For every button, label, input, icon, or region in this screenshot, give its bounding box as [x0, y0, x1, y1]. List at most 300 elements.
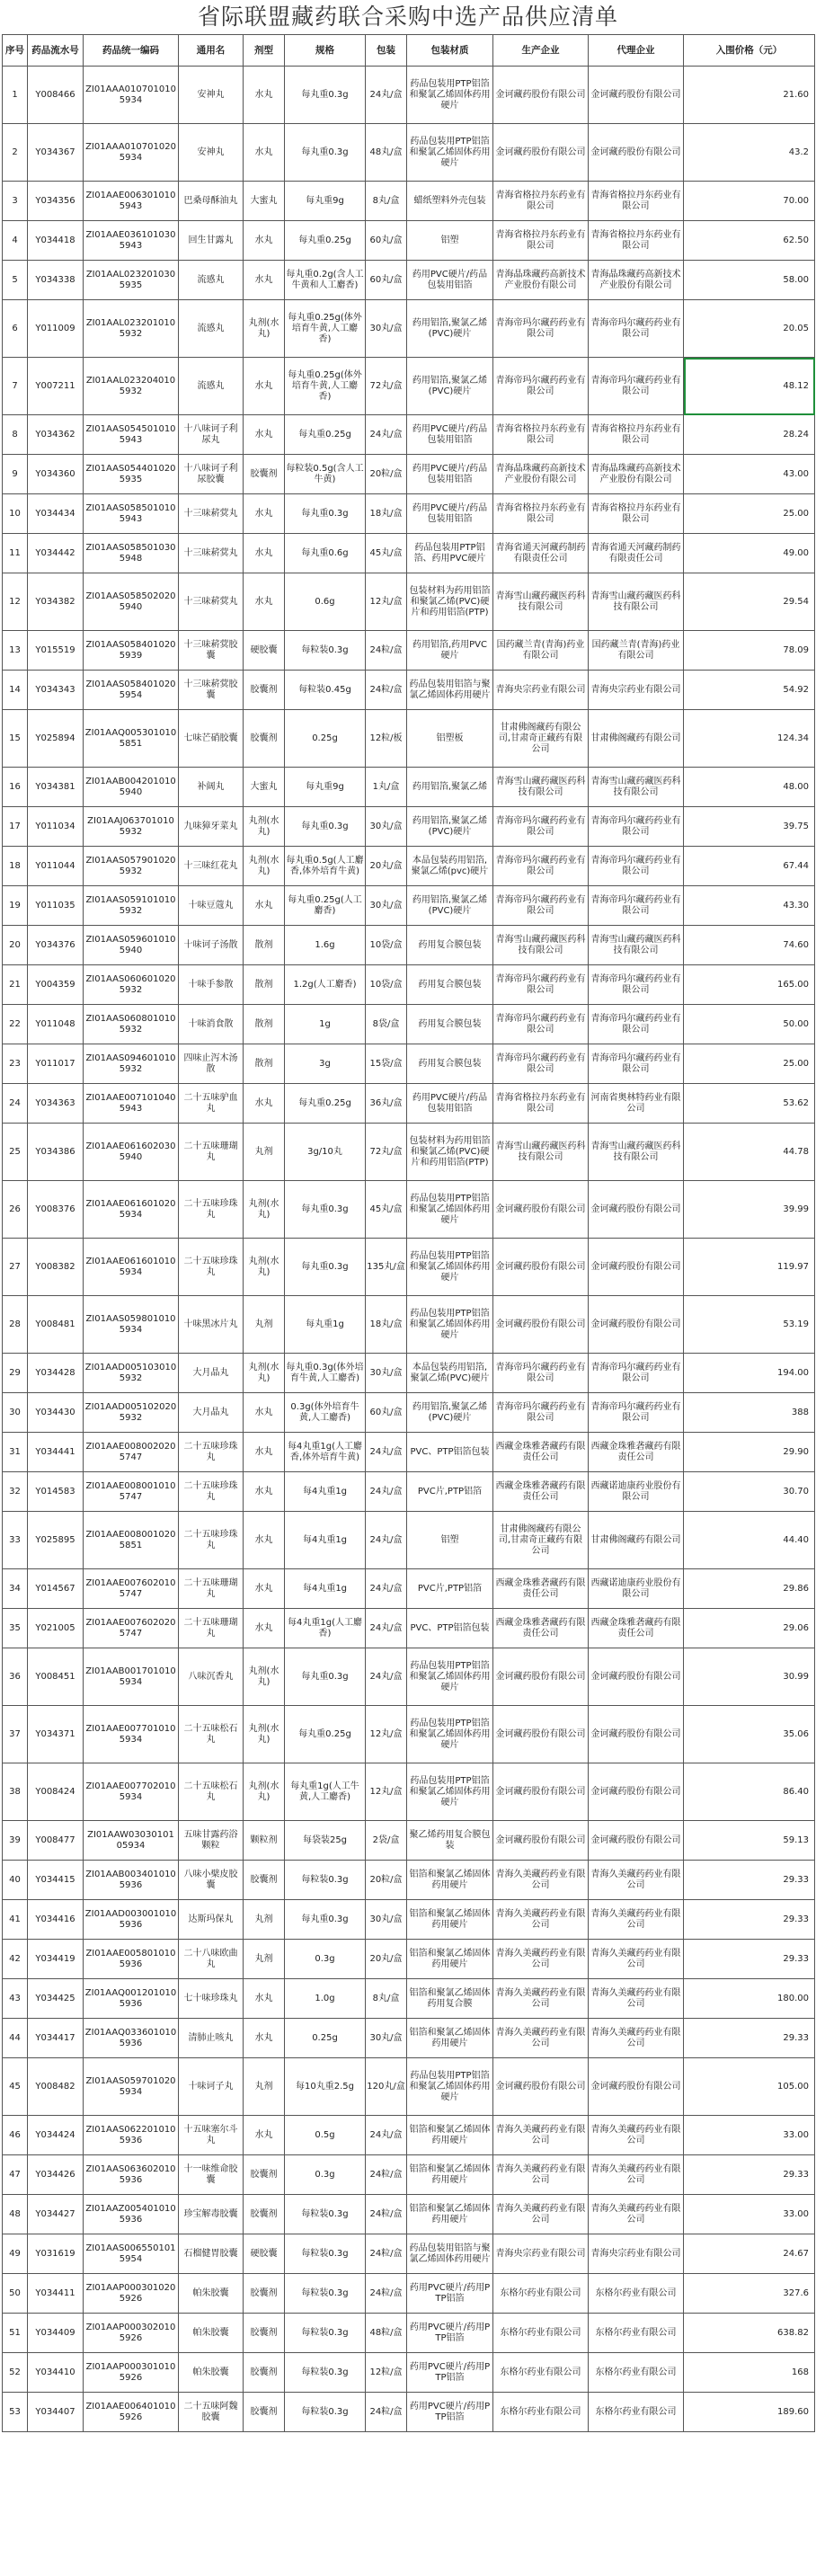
- row-maker: 西藏金珠雅砻藏药有限责任公司: [493, 1609, 589, 1648]
- table-row: [3, 965, 815, 1005]
- row-pack: 10袋/盒: [366, 926, 407, 965]
- row-pack: 12粒/板: [366, 710, 407, 768]
- row-serial: Y034343: [28, 671, 84, 710]
- row-agent: 金诃藏药股份有限公司: [589, 2058, 684, 2116]
- row-spec: 1.0g: [285, 1979, 366, 2019]
- row-agent: 青海雪山藏药藏医药科技有限公司: [589, 926, 684, 965]
- row-pack: 24丸/盒: [366, 67, 407, 124]
- row-serial: Y034367: [28, 124, 84, 182]
- row-code: ZI01AAS0591010105932: [84, 886, 179, 926]
- row-name: 十三味红花丸: [179, 847, 244, 886]
- row-pack: 24粒/盒: [366, 2234, 407, 2274]
- table-row: [3, 1821, 815, 1861]
- row-pack: 36丸/盒: [366, 1084, 407, 1124]
- row-agent: 青海帝玛尔藏药药业有限公司: [589, 1044, 684, 1084]
- row-code: ZI01AAE0616020305940: [84, 1124, 179, 1181]
- row-name: 八味小檗皮胶囊: [179, 1861, 244, 1900]
- row-no: 41: [3, 1900, 28, 1940]
- table-row: [3, 926, 815, 965]
- row-price: 53.62: [684, 1084, 815, 1124]
- row-material: 药用PVC硬片/药用PTP铝箔: [407, 2274, 493, 2314]
- row-price: 105.00: [684, 2058, 815, 2116]
- row-pack: 24粒/盒: [366, 2195, 407, 2234]
- row-form: 散剂: [244, 1044, 285, 1084]
- row-no: 29: [3, 1354, 28, 1393]
- row-maker: 青海帝玛尔藏药药业有限公司: [493, 847, 589, 886]
- row-form: 水丸: [244, 415, 285, 455]
- row-pack: 18丸/盒: [366, 494, 407, 534]
- row-price: 43.30: [684, 886, 815, 926]
- row-agent: 青海央宗药业有限公司: [589, 2234, 684, 2274]
- row-spec: 每粒装0.3g: [285, 631, 366, 671]
- row-maker: 金诃藏药股份有限公司: [493, 67, 589, 124]
- row-price: 78.09: [684, 631, 815, 671]
- row-form: 胶囊剂: [244, 1861, 285, 1900]
- row-no: 43: [3, 1979, 28, 2019]
- row-agent: 青海雪山藏药藏医药科技有限公司: [589, 768, 684, 807]
- row-serial: Y034371: [28, 1706, 84, 1763]
- row-agent: 青海省格拉丹东药业有限公司: [589, 221, 684, 261]
- row-material: 铝箔和聚氯乙烯固体药用复合膜: [407, 1979, 493, 2019]
- row-serial: Y008481: [28, 1296, 84, 1354]
- row-serial: Y034424: [28, 2116, 84, 2155]
- row-spec: 每丸重0.25g(体外培育牛黄,人工麝香): [285, 300, 366, 358]
- row-spec: 每袋装25g: [285, 1821, 366, 1861]
- row-name: 流感丸: [179, 300, 244, 358]
- row-name: 二十五味珍珠丸: [179, 1181, 244, 1239]
- row-maker: 甘肃佛阁藏药有限公司,甘肃奇正藏药有限公司: [493, 1512, 589, 1569]
- row-no: 17: [3, 807, 28, 847]
- row-code: ZI01AAZ0054010105936: [84, 2195, 179, 2234]
- page-title: 省际联盟藏药联合采购中选产品供应清单: [197, 4, 618, 30]
- row-pack: 24丸/盒: [366, 1569, 407, 1609]
- row-code: ZI01AAA0107010205934: [84, 124, 179, 182]
- row-form: 胶囊剂: [244, 2393, 285, 2432]
- row-spec: 0.5g: [285, 2116, 366, 2155]
- row-code: ZI01AAW0303010105934: [84, 1821, 179, 1861]
- row-name: 安神丸: [179, 124, 244, 182]
- row-code: ZI01AAS0597010205934: [84, 2058, 179, 2116]
- col-header-pack: 包装: [366, 35, 407, 67]
- row-agent: 金诃藏药股份有限公司: [589, 1296, 684, 1354]
- row-price: 43.2: [684, 124, 815, 182]
- row-form: 胶囊剂: [244, 455, 285, 494]
- table-row: [3, 1124, 815, 1181]
- row-price: 70.00: [684, 182, 815, 221]
- row-price: 25.00: [684, 1044, 815, 1084]
- row-name: 十五味塞尔斗丸: [179, 2116, 244, 2155]
- row-agent: 青海省格拉丹东药业有限公司: [589, 182, 684, 221]
- row-maker: 青海雪山藏药藏医药科技有限公司: [493, 926, 589, 965]
- row-code: ZI01AAS0636020105936: [84, 2155, 179, 2195]
- row-material: 铝箔和聚氯乙烯固体药用硬片: [407, 2155, 493, 2195]
- row-no: 2: [3, 124, 28, 182]
- row-code: ZI01AAE0076020205747: [84, 1609, 179, 1648]
- row-form: 大蜜丸: [244, 182, 285, 221]
- row-material: 药用PVC硬片/药品包装用铝箔: [407, 415, 493, 455]
- table-row: [3, 1472, 815, 1512]
- row-code: ZI01AAB0042010105940: [84, 768, 179, 807]
- row-material: PVC、PTP铝箔包装: [407, 1433, 493, 1472]
- row-maker: 青海晶珠藏药高新技术产业股份有限公司: [493, 455, 589, 494]
- row-name: 二十五味松石丸: [179, 1763, 244, 1821]
- row-no: 15: [3, 710, 28, 768]
- row-agent: 东格尔药业有限公司: [589, 2353, 684, 2393]
- row-spec: 0.3g: [285, 2155, 366, 2195]
- row-agent: 青海省格拉丹东药业有限公司: [589, 494, 684, 534]
- row-pack: 2袋/盒: [366, 1821, 407, 1861]
- row-serial: Y034441: [28, 1433, 84, 1472]
- row-code: ZI01AAS0579010205932: [84, 847, 179, 886]
- row-maker: 青海帝玛尔藏药药业有限公司: [493, 1044, 589, 1084]
- row-price: 43.00: [684, 455, 815, 494]
- row-maker: 青海久美藏药药业有限公司: [493, 1940, 589, 1979]
- row-maker: 青海省格拉丹东药业有限公司: [493, 494, 589, 534]
- row-material: 本品包装药用铝箔,聚氯乙烯(pvc)硬片: [407, 847, 493, 886]
- row-price: 59.13: [684, 1821, 815, 1861]
- row-agent: 青海雪山藏药藏医药科技有限公司: [589, 573, 684, 631]
- row-serial: Y034428: [28, 1354, 84, 1393]
- row-form: 丸剂: [244, 1124, 285, 1181]
- row-serial: Y034419: [28, 1940, 84, 1979]
- row-agent: 青海帝玛尔藏药药业有限公司: [589, 1393, 684, 1433]
- row-maker: 青海久美藏药药业有限公司: [493, 1979, 589, 2019]
- row-price: 29.33: [684, 1861, 815, 1900]
- row-form: 胶囊剂: [244, 2314, 285, 2353]
- row-price: 165.00: [684, 965, 815, 1005]
- row-spec: 每丸重0.25g(人工麝香): [285, 886, 366, 926]
- supply-table: [2, 34, 815, 2432]
- row-spec: 0.6g: [285, 573, 366, 631]
- row-price: 30.99: [684, 1648, 815, 1706]
- table-row: [3, 300, 815, 358]
- row-maker: 金诃藏药股份有限公司: [493, 1706, 589, 1763]
- table-row: [3, 1084, 815, 1124]
- row-pack: 30丸/盒: [366, 2019, 407, 2058]
- row-maker: 青海雪山藏药藏医药科技有限公司: [493, 573, 589, 631]
- row-name: 二十五味驴血丸: [179, 1084, 244, 1124]
- row-pack: 24丸/盒: [366, 415, 407, 455]
- row-code: ZI01AAJ0637010105932: [84, 807, 179, 847]
- row-name: 大月晶丸: [179, 1354, 244, 1393]
- table-row: [3, 1861, 815, 1900]
- row-maker: 青海帝玛尔藏药药业有限公司: [493, 300, 589, 358]
- row-agent: 金诃藏药股份有限公司: [589, 1706, 684, 1763]
- row-price: 74.60: [684, 926, 815, 965]
- row-pack: 20丸/盒: [366, 1940, 407, 1979]
- row-price: 327.6: [684, 2274, 815, 2314]
- row-spec: 每4丸重1g: [285, 1512, 366, 1569]
- row-form: 丸剂(水丸): [244, 807, 285, 847]
- row-material: 药用铝箔,聚氯乙烯(PVC)硬片: [407, 807, 493, 847]
- table-row: [3, 2058, 815, 2116]
- row-maker: 青海省通天河藏药制药有限责任公司: [493, 534, 589, 573]
- row-material: 药用复合膜包装: [407, 926, 493, 965]
- row-spec: 每丸重0.3g: [285, 807, 366, 847]
- row-name: 十味手参散: [179, 965, 244, 1005]
- row-serial: Y034434: [28, 494, 84, 534]
- row-form: 水丸: [244, 1569, 285, 1609]
- row-maker: 青海久美藏药药业有限公司: [493, 1861, 589, 1900]
- row-code: ZI01AAS0545010105943: [84, 415, 179, 455]
- row-no: 39: [3, 1821, 28, 1861]
- row-name: 二十五味阿魏胶囊: [179, 2393, 244, 2432]
- row-name: 二十五味松石丸: [179, 1706, 244, 1763]
- row-price: 194.00: [684, 1354, 815, 1393]
- row-name: 二十五味珍珠丸: [179, 1512, 244, 1569]
- row-spec: 每丸重0.2g(含人工牛黄和人工麝香): [285, 261, 366, 300]
- row-serial: Y034418: [28, 221, 84, 261]
- col-header-price: 入围价格（元）: [684, 35, 815, 67]
- row-price: 29.06: [684, 1609, 815, 1648]
- row-pack: 45丸/盒: [366, 1181, 407, 1239]
- row-pack: 20粒/盒: [366, 455, 407, 494]
- table-row: [3, 67, 815, 124]
- row-material: 药用复合膜包装: [407, 1005, 493, 1044]
- row-pack: 12丸/盒: [366, 573, 407, 631]
- row-pack: 12丸/盒: [366, 1763, 407, 1821]
- row-pack: 24粒/盒: [366, 2155, 407, 2195]
- row-agent: 甘肃佛阁藏药有限公司: [589, 1512, 684, 1569]
- row-maker: 金诃藏药股份有限公司: [493, 124, 589, 182]
- row-price: 29.33: [684, 1940, 815, 1979]
- row-spec: 每丸重0.25g: [285, 415, 366, 455]
- row-name: 帕朱胶囊: [179, 2274, 244, 2314]
- row-price: 54.92: [684, 671, 815, 710]
- row-agent: 东格尔药业有限公司: [589, 2314, 684, 2353]
- row-agent: 甘肃佛阁藏药有限公司: [589, 710, 684, 768]
- row-no: 1: [3, 67, 28, 124]
- row-name: 十味豆蔻丸: [179, 886, 244, 926]
- row-agent: 青海帝玛尔藏药药业有限公司: [589, 358, 684, 415]
- row-serial: Y014567: [28, 1569, 84, 1609]
- row-pack: 24丸/盒: [366, 1472, 407, 1512]
- row-agent: 西藏诺迪康药业股份有限公司: [589, 1472, 684, 1512]
- row-material: 包装材料为药用铝箔和聚氯乙烯(PVC)硬片和药用铝箔(PTP): [407, 1124, 493, 1181]
- row-code: ZI01AAQ0012010105936: [84, 1979, 179, 2019]
- row-material: 铝箔和聚氯乙烯固体药用硬片: [407, 2195, 493, 2234]
- row-name: 补阔丸: [179, 768, 244, 807]
- row-spec: 每丸重1g(人工牛黄,人工麝香): [285, 1763, 366, 1821]
- row-maker: 青海久美藏药药业有限公司: [493, 2195, 589, 2234]
- row-material: 药用PVC硬片/药品包装用铝箔: [407, 494, 493, 534]
- row-name: 五味甘露药浴颗粒: [179, 1821, 244, 1861]
- table-row: [3, 182, 815, 221]
- row-form: 散剂: [244, 965, 285, 1005]
- row-pack: 20粒/盒: [366, 1861, 407, 1900]
- row-name: 十一味维命胶囊: [179, 2155, 244, 2195]
- row-material: 药品包装用PTP铝箔和聚氯乙烯固体药用硬片: [407, 1763, 493, 1821]
- row-price: 388: [684, 1393, 815, 1433]
- row-serial: Y031619: [28, 2234, 84, 2274]
- table-row: [3, 1569, 815, 1609]
- row-price: 20.05: [684, 300, 815, 358]
- row-form: 水丸: [244, 534, 285, 573]
- row-maker: 金诃藏药股份有限公司: [493, 1239, 589, 1296]
- row-price: 124.34: [684, 710, 815, 768]
- row-spec: 每4丸重1g: [285, 1569, 366, 1609]
- row-maker: 甘肃佛阁藏药有限公司,甘肃奇正藏药有限公司: [493, 710, 589, 768]
- row-code: ZI01AAA0107010105934: [84, 67, 179, 124]
- table-row: [3, 1393, 815, 1433]
- row-serial: Y008451: [28, 1648, 84, 1706]
- row-form: 丸剂(水丸): [244, 847, 285, 886]
- row-code: ZI01AAE0063010105943: [84, 182, 179, 221]
- row-material: 药用复合膜包装: [407, 1044, 493, 1084]
- table-row: [3, 2314, 815, 2353]
- row-pack: 8丸/盒: [366, 1979, 407, 2019]
- row-code: ZI01AAS0622010105936: [84, 2116, 179, 2155]
- row-maker: 东格尔药业有限公司: [493, 2274, 589, 2314]
- row-name: 二十五味珍珠丸: [179, 1239, 244, 1296]
- row-name: 十三味菥蓂丸: [179, 573, 244, 631]
- row-code: ZI01AAE0080010205851: [84, 1512, 179, 1569]
- row-agent: 国药藏兰青(青海)药业有限公司: [589, 631, 684, 671]
- row-price: 48.12: [684, 358, 815, 415]
- col-header-no: 序号: [3, 35, 28, 67]
- row-code: ZI01AAL0232010105932: [84, 300, 179, 358]
- row-no: 12: [3, 573, 28, 631]
- row-code: ZI01AAE0064010105926: [84, 2393, 179, 2432]
- row-material: 铝塑: [407, 1512, 493, 1569]
- row-no: 3: [3, 182, 28, 221]
- row-code: ZI01AAE0076020105747: [84, 1569, 179, 1609]
- table-row: [3, 1044, 815, 1084]
- row-code: ZI01AAS0065501015954: [84, 2234, 179, 2274]
- row-agent: 青海帝玛尔藏药药业有限公司: [589, 300, 684, 358]
- table-row: [3, 221, 815, 261]
- row-spec: 每丸重0.6g: [285, 534, 366, 573]
- row-spec: 每丸重0.25g: [285, 1084, 366, 1124]
- row-agent: 青海晶珠藏药高新技术产业股份有限公司: [589, 261, 684, 300]
- row-spec: 每丸重9g: [285, 182, 366, 221]
- row-material: 药用铝箔,药用PVC硬片: [407, 631, 493, 671]
- table-row: [3, 1706, 815, 1763]
- row-form: 水丸: [244, 573, 285, 631]
- row-form: 胶囊剂: [244, 2155, 285, 2195]
- row-serial: Y034409: [28, 2314, 84, 2353]
- row-agent: 金诃藏药股份有限公司: [589, 67, 684, 124]
- row-agent: 青海省通天河藏药制药有限责任公司: [589, 534, 684, 573]
- table-row: [3, 494, 815, 534]
- row-serial: Y007211: [28, 358, 84, 415]
- row-code: ZI01AAP0003010105926: [84, 2353, 179, 2393]
- row-spec: 0.3g: [285, 1940, 366, 1979]
- row-pack: 60丸/盒: [366, 261, 407, 300]
- row-code: ZI01AAE0616010105934: [84, 1239, 179, 1296]
- row-no: 21: [3, 965, 28, 1005]
- row-name: 九味獐牙菜丸: [179, 807, 244, 847]
- col-header-maker: 生产企业: [493, 35, 589, 67]
- row-material: 药用PVC硬片/药用PTP铝箔: [407, 2353, 493, 2393]
- row-agent: 西藏金珠雅砻藏药有限责任公司: [589, 1433, 684, 1472]
- row-no: 49: [3, 2234, 28, 2274]
- row-form: 胶囊剂: [244, 710, 285, 768]
- row-form: 丸剂(水丸): [244, 1354, 285, 1393]
- row-no: 27: [3, 1239, 28, 1296]
- row-name: 流感丸: [179, 358, 244, 415]
- row-code: ZI01AAD0030010105936: [84, 1900, 179, 1940]
- row-name: 十八味诃子利尿胶囊: [179, 455, 244, 494]
- row-agent: 青海晶珠藏药高新技术产业股份有限公司: [589, 455, 684, 494]
- row-code: ZI01AAS0606010205932: [84, 965, 179, 1005]
- row-serial: Y014583: [28, 1472, 84, 1512]
- row-serial: Y034416: [28, 1900, 84, 1940]
- row-material: 药品包装用PTP铝箔和聚氯乙烯固体药用硬片: [407, 124, 493, 182]
- row-agent: 青海帝玛尔藏药药业有限公司: [589, 1354, 684, 1393]
- row-serial: Y025894: [28, 710, 84, 768]
- row-agent: 青海久美藏药药业有限公司: [589, 1979, 684, 2019]
- row-name: 七十味珍珠丸: [179, 1979, 244, 2019]
- row-price: 29.33: [684, 2155, 815, 2195]
- row-agent: 青海帝玛尔藏药药业有限公司: [589, 807, 684, 847]
- row-spec: 每4丸重1g(人工麝香,体外培育牛黄): [285, 1433, 366, 1472]
- row-agent: 青海帝玛尔藏药药业有限公司: [589, 886, 684, 926]
- row-form: 水丸: [244, 1979, 285, 2019]
- row-material: 铝箔和聚氯乙烯固体药用硬片: [407, 1940, 493, 1979]
- row-serial: Y008424: [28, 1763, 84, 1821]
- row-maker: 东格尔药业有限公司: [493, 2353, 589, 2393]
- row-price: 29.54: [684, 573, 815, 631]
- row-spec: 每粒装0.3g: [285, 2314, 366, 2353]
- table-row: [3, 1648, 815, 1706]
- table-row: [3, 2353, 815, 2393]
- row-serial: Y034360: [28, 455, 84, 494]
- row-serial: Y034381: [28, 768, 84, 807]
- row-material: 药用复合膜包装: [407, 965, 493, 1005]
- row-spec: 每粒装0.3g: [285, 2393, 366, 2432]
- row-name: 二十五味珍珠丸: [179, 1433, 244, 1472]
- row-spec: 1.6g: [285, 926, 366, 965]
- row-agent: 河南省奥林特药业有限公司: [589, 1084, 684, 1124]
- row-spec: 每粒装0.3g: [285, 1861, 366, 1900]
- col-header-name: 通用名: [179, 35, 244, 67]
- row-spec: 3g/10丸: [285, 1124, 366, 1181]
- row-name: 二十五味珊瑚丸: [179, 1124, 244, 1181]
- row-serial: Y011017: [28, 1044, 84, 1084]
- row-spec: 每粒装0.3g: [285, 2274, 366, 2314]
- row-no: 50: [3, 2274, 28, 2314]
- row-serial: Y021005: [28, 1609, 84, 1648]
- row-form: 散剂: [244, 1005, 285, 1044]
- row-serial: Y034417: [28, 2019, 84, 2058]
- row-serial: Y008466: [28, 67, 84, 124]
- row-no: 8: [3, 415, 28, 455]
- row-price: 39.99: [684, 1181, 815, 1239]
- row-serial: Y034442: [28, 534, 84, 573]
- row-code: ZI01AAS0585020205940: [84, 573, 179, 631]
- row-name: 帕朱胶囊: [179, 2314, 244, 2353]
- row-agent: 青海久美藏药药业有限公司: [589, 1900, 684, 1940]
- row-form: 丸剂: [244, 2058, 285, 2116]
- row-pack: 48丸/盒: [366, 124, 407, 182]
- row-serial: Y008376: [28, 1181, 84, 1239]
- row-code: ZI01AAB0017010105934: [84, 1648, 179, 1706]
- row-name: 二十五味珊瑚丸: [179, 1609, 244, 1648]
- row-code: ZI01AAE0077020105934: [84, 1763, 179, 1821]
- col-header-spec: 规格: [285, 35, 366, 67]
- row-material: 药用铝箔,聚氯乙烯(PVC)硬片: [407, 300, 493, 358]
- col-header-material: 包装材质: [407, 35, 493, 67]
- table-row: [3, 358, 815, 415]
- row-serial: Y011034: [28, 807, 84, 847]
- table-row: [3, 2116, 815, 2155]
- row-name: 十八味诃子利尿丸: [179, 415, 244, 455]
- row-serial: Y034356: [28, 182, 84, 221]
- row-form: 水丸: [244, 2116, 285, 2155]
- row-form: 水丸: [244, 494, 285, 534]
- table-row: [3, 1433, 815, 1472]
